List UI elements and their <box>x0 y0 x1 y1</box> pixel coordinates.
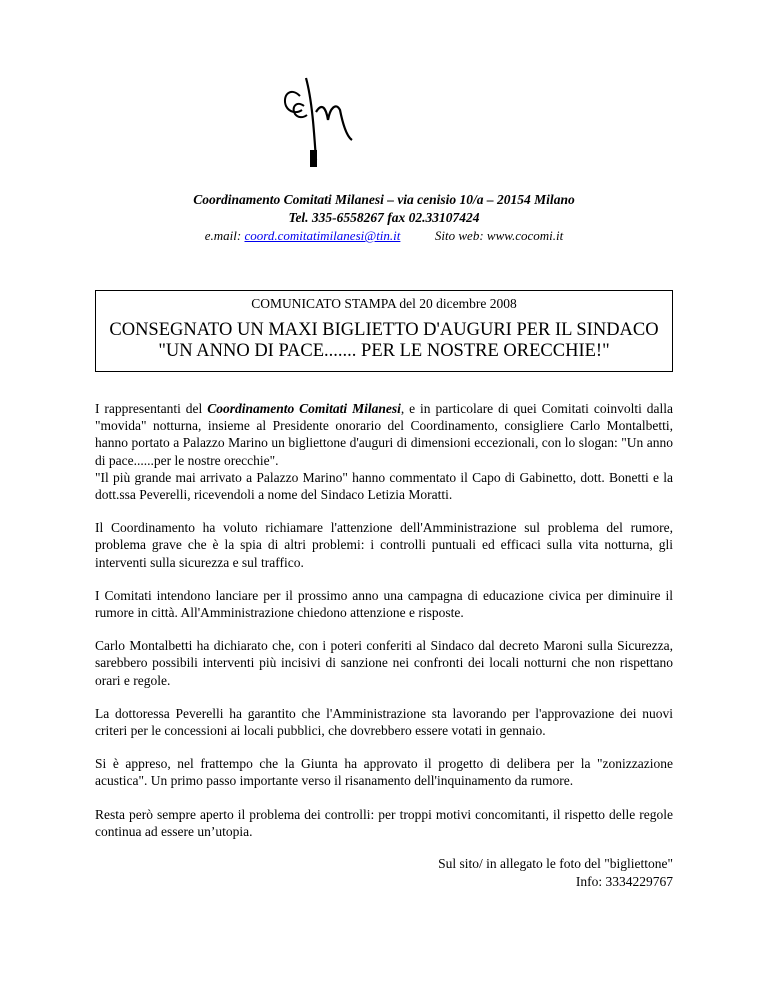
email-label: e.mail: <box>204 228 242 243</box>
paragraph-4: Carlo Montalbetti ha dichiarato che, con i poteri conferiti al Sindaco dal decreto Maroni sulla Sicurezza, sarebbero possibili interventi più incisivi di sanzione nei confronti dei locali notturni che non rispettano orari e regole. <box>95 638 673 688</box>
info-phone: Info: 3334229767 <box>575 873 673 889</box>
ccm-logo <box>280 70 370 175</box>
logo-m <box>306 78 352 160</box>
press-release-title <box>96 320 672 362</box>
p1-text-b: , e in particolare di quei Comitati coinvolti dalla "movida" notturna, insieme al Presidente onorario del Coordinamento, consigliere Carlo Montalbetti, hanno portato a Palazzo Marino un bigliettone d'auguri di dimensioni eccezionali, con lo slogan: "Un anno di pace......per le nostre orecchie". <box>95 401 673 468</box>
logo-base-mark <box>310 150 317 167</box>
phone-fax-line: Tel. 335-6558267 fax 02.33107424 <box>288 210 480 225</box>
p1-text-a: I rappresentanti del <box>95 401 203 416</box>
org-address-line: Coordinamento Comitati Milanesi – via cenisio 10/a – 20154 Milano <box>193 192 575 207</box>
press-release-box <box>95 290 673 372</box>
paragraph-6: Si è appreso, nel frattempo che la Giunta ha approvato il progetto di delibera per la "zonizzazione acustica". Un primo passo importante verso il risanamento dell'inquinamento da rumore. <box>95 756 673 789</box>
p1-text-c: "Il più grande mai arrivato a Palazzo Marino" hanno commentato il Capo di Gabinetto, dott. Bonetti e la dott.ssa Peverelli, ricevendoli a nome del Sindaco Letizia Moratti. <box>95 469 673 503</box>
attachment-note: Sul sito/ in allegato le foto del "bigliettone" <box>438 856 673 871</box>
web-link[interactable]: www.cocomi.it <box>486 228 564 243</box>
paragraph-1 <box>95 400 673 503</box>
press-release-date: COMUNICATO STAMPA del 20 dicembre 2008 <box>251 296 517 311</box>
paragraph-5: La dottoressa Peverelli ha garantito che l'Amministrazione sta lavorando per l'approvazione dei nuovi criteri per le concessioni ai locali pubblici, che dovrebbero essere votati in gennaio. <box>95 705 673 739</box>
p1-org-name: Coordinamento Comitati Milanesi <box>207 401 401 416</box>
title-line-2: "UN ANNO DI PACE....... PER LE NOSTRE ORECCHIE!" <box>158 341 610 361</box>
paragraph-2: Il Coordinamento ha voluto richiamare l'attenzione dell'Amministrazione sul problema del rumore, problema grave che è la spia di altri problemi: i controlli puntuali ed efficaci sulla vita notturna, gli interventi sulla sicurezza e sul traffico. <box>95 520 673 570</box>
paragraph-7: Resta però sempre aperto il problema dei controlli: per troppi motivi concomitanti, il rispetto delle regole continua ad essere un’utopia. <box>95 806 673 839</box>
article-body <box>95 400 673 856</box>
signature-block <box>438 855 673 890</box>
contact-line <box>0 228 768 244</box>
email-link[interactable]: coord.comitatimilanesi@tin.it <box>244 228 401 243</box>
paragraph-3: I Comitati intendono lanciare per il prossimo anno una campagna di educazione civica per diminuire il rumore in città. All'Amministrazione chiedono attenzione e risposte. <box>95 587 673 621</box>
title-line-1: CONSEGNATO UN MAXI BIGLIETTO D'AUGURI PER IL SINDACO <box>109 320 659 340</box>
web-label: Sito web: <box>434 228 484 243</box>
